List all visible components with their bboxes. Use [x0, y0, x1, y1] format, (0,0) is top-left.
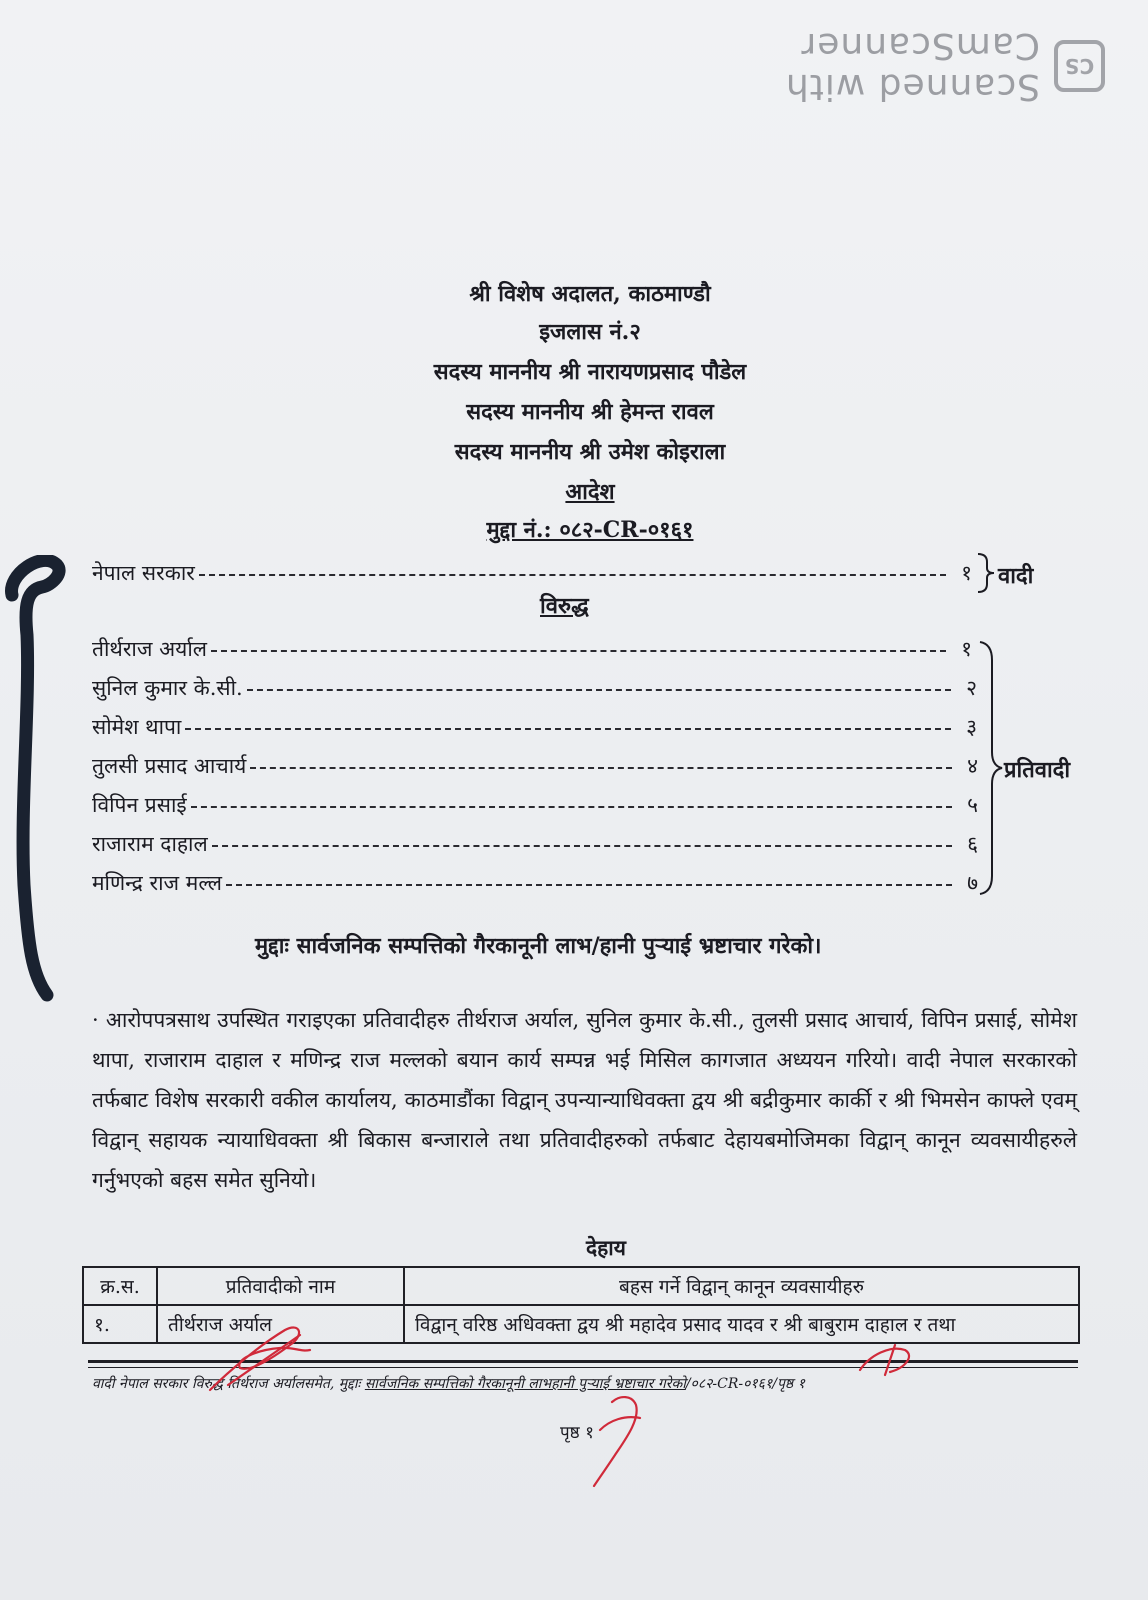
versus-label: विरुद्ध [540, 593, 589, 619]
order-title: आदेश [565, 479, 615, 505]
table-header-row [83, 1267, 1079, 1305]
case-number: मुद्दा नं.: ०८२-CR-०१६१ [486, 517, 694, 543]
bench-number: इजलास नं.२ [539, 319, 641, 345]
defendant-row [92, 829, 978, 859]
leader-dashes [247, 689, 951, 691]
defendant-name: सोमेश थापा [92, 715, 182, 739]
defendant-name: विपिन प्रसाई [92, 793, 187, 817]
leader-dashes [212, 845, 952, 847]
bench-member-1: सदस्य माननीय श्री नारायणप्रसाद पौडेल [433, 359, 747, 385]
table-row [83, 1305, 1079, 1343]
footer-line [92, 1374, 1082, 1393]
footer-suffix: /०८२-CR-०१६१/पृष्ठ १ [685, 1376, 805, 1392]
defendant-name: मणिन्द्र राज मल्ल [92, 871, 223, 895]
camscanner-watermark [545, 25, 1105, 107]
leader-dashes [250, 767, 952, 769]
plaintiff-role: वादी [998, 563, 1034, 589]
lawyers-table [82, 1266, 1080, 1344]
leader-dashes [185, 728, 951, 730]
defendant-name: तुलसी प्रसाद आचार्य [92, 754, 247, 778]
defendant-number: ६ [967, 832, 978, 856]
page-number: पृष्ठ १ [560, 1423, 594, 1443]
camscanner-logo-icon: CS [1054, 40, 1105, 92]
cell-lawyers: विद्वान् वरिष्ठ अधिवक्ता द्वय श्री महादेव प्रसाद यादव र श्री बाबुराम दाहाल र तथा [404, 1305, 1079, 1343]
cell-defendant-name: तीर्थराज अर्याल [157, 1305, 404, 1343]
defendant-row [92, 751, 978, 781]
defendant-row [92, 673, 977, 703]
defendant-name: सुनिल कुमार के.सी. [92, 676, 243, 700]
plaintiff-row [92, 558, 972, 588]
defendant-number: १ [961, 637, 972, 661]
header-serial: क्र.स. [83, 1267, 157, 1305]
defendants-brace-icon [978, 640, 1006, 896]
defendant-row [92, 712, 977, 742]
footer-subject: सार्वजनिक सम्पत्तिको गैरकानूनी लाभहानी पुऱ्याई भ्रष्टाचार गरेको [364, 1376, 686, 1392]
defendant-name: तीर्थराज अर्याल [92, 637, 208, 661]
plaintiff-brace-icon [975, 552, 997, 594]
bench-member-2: सदस्य माननीय श्री हेमन्त रावल [466, 399, 714, 425]
defendant-number: ३ [966, 715, 977, 739]
leader-dashes [199, 574, 946, 576]
header-lawyers: बहस गर्ने विद्वान् कानून व्यवसायीहरु [404, 1267, 1079, 1305]
table-caption: देहाय [586, 1235, 626, 1260]
order-paragraph: · आरोपपत्रसाथ उपस्थित गराइएका प्रतिवादीहरु तीर्थराज अर्याल, सुनिल कुमार के.सी., तुलसी प्रसाद आचार्य, विपिन प्रसाई, सोमेश थापा, राजाराम दाहाल र मणिन्द्र राज मल्लको बयान कार्य सम्पन्न भई मिसिल कागजात अध्ययन गरियो। वादी नेपाल सरकारको तर्फबाट विशेष सरकारी वकील कार्यालय, काठमाडौंका विद्वान् उपन्यान्याधिवक्ता द्वय श्री बद्रीकुमार कार्की र श्री भिमसेन काफ्ले एवम् विद्वान् सहायक न्यायाधिवक्ता श्री बिकास बन्जाराले तथा प्रतिवादीहरुको तर्फबाट देहायबमोजिमका विद्वान् कानून व्यवसायीहरुले गर्नुभएको बहस समेत सुनियो। [92, 1008, 1077, 1192]
cell-serial: १. [83, 1305, 157, 1343]
defendant-number: ७ [967, 871, 978, 895]
bench-member-3: सदस्य माननीय श्री उमेश कोइराला [454, 439, 726, 465]
leader-dashes [191, 806, 952, 808]
defendant-row [92, 634, 972, 664]
footer-rule-thin [88, 1367, 1078, 1368]
plaintiff-name: नेपाल सरकार [92, 561, 195, 585]
plaintiff-number: १ [961, 561, 972, 585]
binding-string-icon [2, 555, 72, 1015]
header-defendant-name: प्रतिवादीको नाम [157, 1267, 404, 1305]
footer-rule [88, 1360, 1078, 1363]
signature-icon [210, 1328, 909, 1486]
defendant-row [92, 868, 978, 898]
defendant-row [92, 790, 978, 820]
leader-dashes [211, 650, 946, 652]
defendant-name: राजाराम दाहाल [92, 832, 208, 856]
defendant-number: ५ [967, 793, 978, 817]
footer-prefix: वादी नेपाल सरकार विरुद्ध तिर्थराज अर्यालसमेत, मुद्दाः [92, 1376, 365, 1392]
camscanner-text: Scanned with CamScanner [784, 25, 1041, 107]
court-name: श्री विशेष अदालत, काठमाण्डौ [469, 281, 711, 307]
case-subject: मुद्दाः सार्वजनिक सम्पत्तिको गैरकानूनी लाभ/हानी पुऱ्याई भ्रष्टाचार गरेको। [255, 933, 822, 959]
defendant-number: २ [966, 676, 977, 700]
defendants-role: प्रतिवादी [1004, 757, 1071, 783]
leader-dashes [226, 884, 952, 886]
defendant-number: ४ [967, 754, 978, 778]
